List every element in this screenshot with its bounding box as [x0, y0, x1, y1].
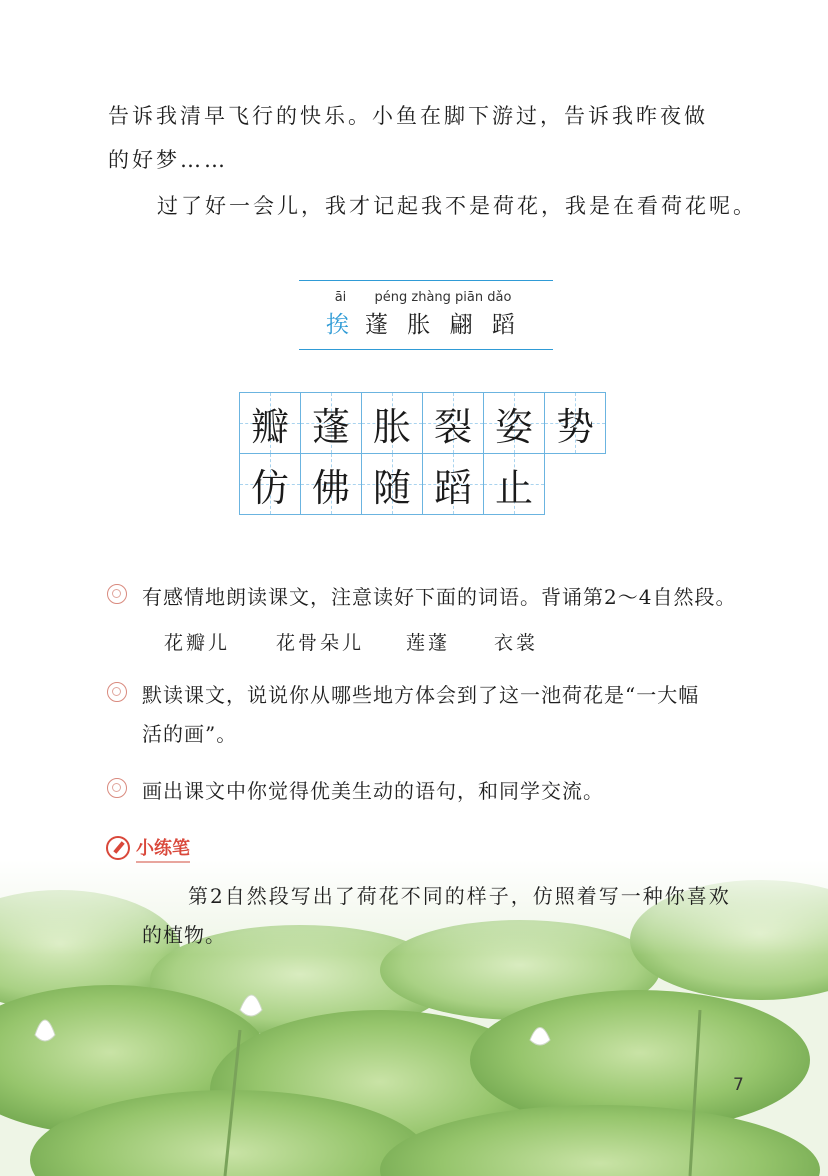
word-item: 花骨朵儿	[276, 632, 365, 654]
word-item: 花瓣儿	[164, 632, 231, 654]
question-bullet-icon	[107, 584, 127, 604]
char-cell: 仿	[239, 453, 301, 515]
word-item: 莲蓬	[406, 632, 451, 654]
paragraph-line: 告诉我清早飞行的快乐。小鱼在脚下游过，告诉我昨夜做	[108, 104, 708, 128]
page-number: 7	[733, 1075, 744, 1095]
word-item: 衣裳	[494, 632, 539, 654]
paragraph-line: 过了好一会儿，我才记起我不是荷花，我是在看荷花呢。	[157, 194, 757, 218]
practice-text-cont: 的植物。	[142, 923, 226, 947]
question-1: 有感情地朗读课文，注意读好下面的词语。背诵第2～4自然段。	[142, 585, 737, 609]
char-cell: 裂	[422, 392, 484, 454]
char-cell: 势	[544, 392, 606, 454]
practice-heading: 小练笔	[106, 834, 190, 862]
char-cell: 瓣	[239, 392, 301, 454]
question-3: 画出课文中你觉得优美生动的语句，和同学交流。	[142, 779, 604, 803]
char-cell: 姿	[483, 392, 545, 454]
question-2: 默读课文，说说你从哪些地方体会到了这一池荷花是“一大幅	[142, 683, 700, 707]
char-cell: 蹈	[422, 453, 484, 515]
char-cell: 佛	[300, 453, 362, 515]
character-grid-row-1	[239, 392, 605, 454]
paragraph-line: 的好梦……	[108, 148, 228, 172]
question-bullet-icon	[107, 778, 127, 798]
question-2-cont: 活的画”。	[142, 722, 238, 746]
vocabulary-box	[299, 280, 553, 350]
char-cell: 蓬	[300, 392, 362, 454]
char-cell: 止	[483, 453, 545, 515]
pen-icon	[106, 836, 130, 860]
practice-text: 第2自然段写出了荷花不同的样子，仿照着写一种你喜欢	[188, 884, 731, 908]
char-cell: 随	[361, 453, 423, 515]
character-grid-row-2	[239, 453, 544, 515]
vocab-word: āi 挨	[326, 290, 355, 338]
char-cell: 胀	[361, 392, 423, 454]
vocab-word: péng zhàng piān dǎo 蓬 胀 翩 蹈	[365, 290, 521, 338]
question-bullet-icon	[107, 682, 127, 702]
